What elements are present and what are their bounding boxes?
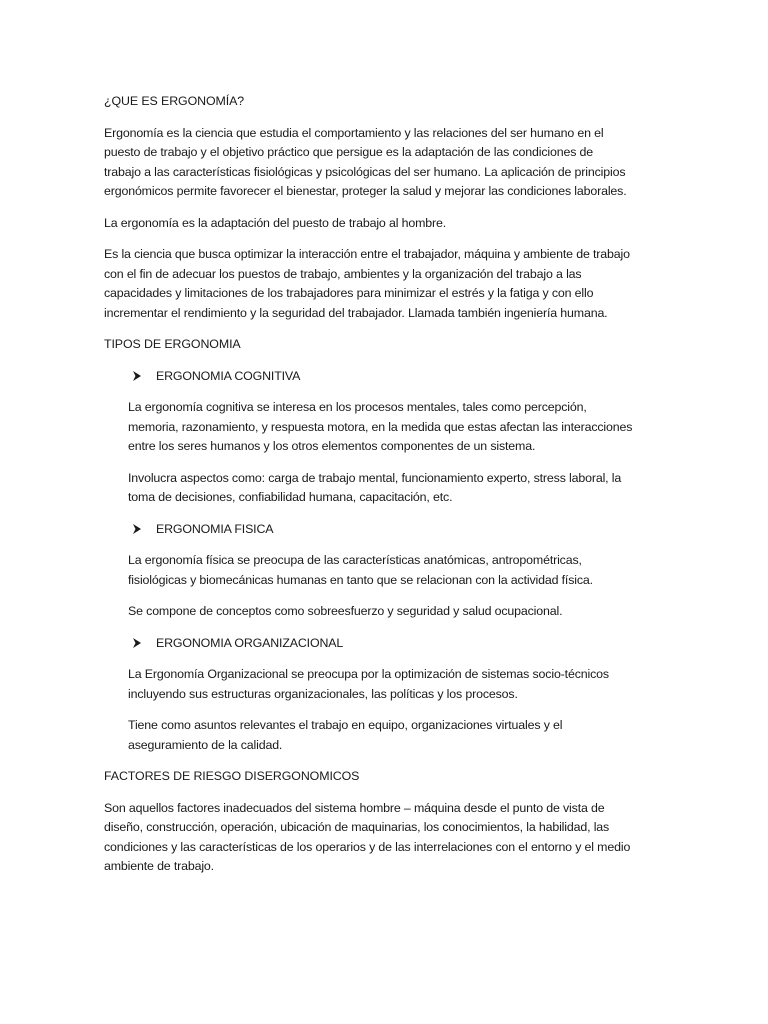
text-line: memoria, razonamiento, y respuesta motora, en la medida que estas afectan las interacciones bbox=[128, 419, 633, 434]
text-line: ambiente de trabajo. bbox=[104, 859, 214, 873]
factores-paragraph-1 bbox=[104, 799, 674, 877]
intro-paragraph-2 bbox=[104, 214, 674, 234]
text-line: La ergonomía cognitiva se interesa en los procesos mentales, tales como percepción, bbox=[128, 400, 587, 414]
text-line: con el fin de adecuar los puestos de trabajo, ambientes y la organización del trabajo a las bbox=[104, 266, 582, 281]
text-line: Tiene como asuntos relevantes el trabajo en equipo, organizaciones virtuales y el bbox=[128, 718, 563, 732]
text-line: Son aquellos factores inadecuados del sistema hombre – máquina desde el punto de vista de bbox=[104, 800, 605, 815]
text-line: La Ergonomía Organizacional se preocupa por la optimización de sistemas socio-técnicos bbox=[128, 667, 609, 681]
text-line: condiciones y las características de los operarios y de las interrelaciones con el entorno y el medio bbox=[104, 839, 631, 854]
cognitiva-paragraph-1 bbox=[104, 398, 674, 457]
text-line: capacidades y limitaciones de los trabajadores para minimizar el estrés y la fatiga y con ello bbox=[104, 286, 594, 300]
subsection-heading: ERGONOMIA COGNITIVA bbox=[156, 368, 301, 383]
text-line: Ergonomía es la ciencia que estudia el comportamiento y las relaciones del ser humano en el bbox=[104, 125, 604, 140]
bullet-item-fisica bbox=[104, 520, 674, 540]
text-line: incluyendo sus estructuras organizacionales, las políticas y los procesos. bbox=[128, 686, 518, 701]
text-line: diseño, construcción, operación, ubicación de maquinarias, los conocimientos, la habilidad, las bbox=[104, 820, 610, 834]
text-line: incrementar el rendimiento y la seguridad del trabajador. Llamada también ingeniería humana. bbox=[104, 305, 608, 320]
text-line: trabajo a las características fisiológicas y psicológicas del ser humano. La aplicación de principios bbox=[104, 164, 626, 179]
organizacional-paragraph-1 bbox=[104, 665, 674, 704]
fisica-paragraph-1 bbox=[104, 551, 674, 590]
document-page bbox=[104, 92, 674, 889]
document-title: ¿QUE ES ERGONOMÍA? bbox=[104, 94, 245, 108]
text-line: Involucra aspectos como: carga de trabajo mental, funcionamiento experto, stress laboral, la bbox=[128, 470, 622, 485]
text-line: toma de decisiones, confiabilidad humana, capacitación, etc. bbox=[128, 490, 453, 504]
text-line: Se compone de conceptos como sobreesfuerzo y seguridad y salud ocupacional. bbox=[128, 604, 563, 618]
section-heading-factores: FACTORES DE RIESGO DISERGONOMICOS bbox=[104, 769, 360, 783]
fisica-paragraph-2 bbox=[104, 602, 674, 622]
arrowhead-bullet-icon bbox=[132, 638, 142, 648]
organizacional-paragraph-2 bbox=[104, 716, 674, 755]
text-line: fisiológicas y biomecánicas humanas en tanto que se relacionan con la actividad física. bbox=[128, 572, 593, 587]
section-heading-tipos: TIPOS DE ERGONOMIA bbox=[104, 337, 241, 351]
text-line: Es la ciencia que busca optimizar la interacción entre el trabajador, máquina y ambiente de trabajo bbox=[104, 247, 630, 261]
intro-paragraph-1 bbox=[104, 124, 674, 202]
bullet-item-cognitiva bbox=[104, 367, 674, 387]
text-line: ergonómicos permite favorecer el bienestar, proteger la salud y mejorar las condiciones laborales. bbox=[104, 184, 627, 198]
bullet-item-organizacional bbox=[104, 634, 674, 654]
subsection-heading: ERGONOMIA ORGANIZACIONAL bbox=[156, 635, 344, 650]
text-line: puesto de trabajo y el objetivo práctico que persigue es la adaptación de las condiciones de bbox=[104, 145, 594, 159]
text-line: La ergonomía es la adaptación del puesto de trabajo al hombre. bbox=[104, 215, 447, 230]
cognitiva-paragraph-2 bbox=[104, 469, 674, 508]
intro-paragraph-3 bbox=[104, 245, 674, 323]
text-line: La ergonomía física se preocupa de las características anatómicas, antropométricas, bbox=[128, 553, 582, 567]
text-line: entre los seres humanos y los otros elementos componentes de un sistema. bbox=[128, 439, 536, 453]
subsection-heading: ERGONOMIA FISICA bbox=[156, 521, 274, 536]
arrowhead-bullet-icon bbox=[132, 371, 142, 381]
text-line: aseguramiento de la calidad. bbox=[128, 737, 283, 752]
arrowhead-bullet-icon bbox=[132, 524, 142, 534]
